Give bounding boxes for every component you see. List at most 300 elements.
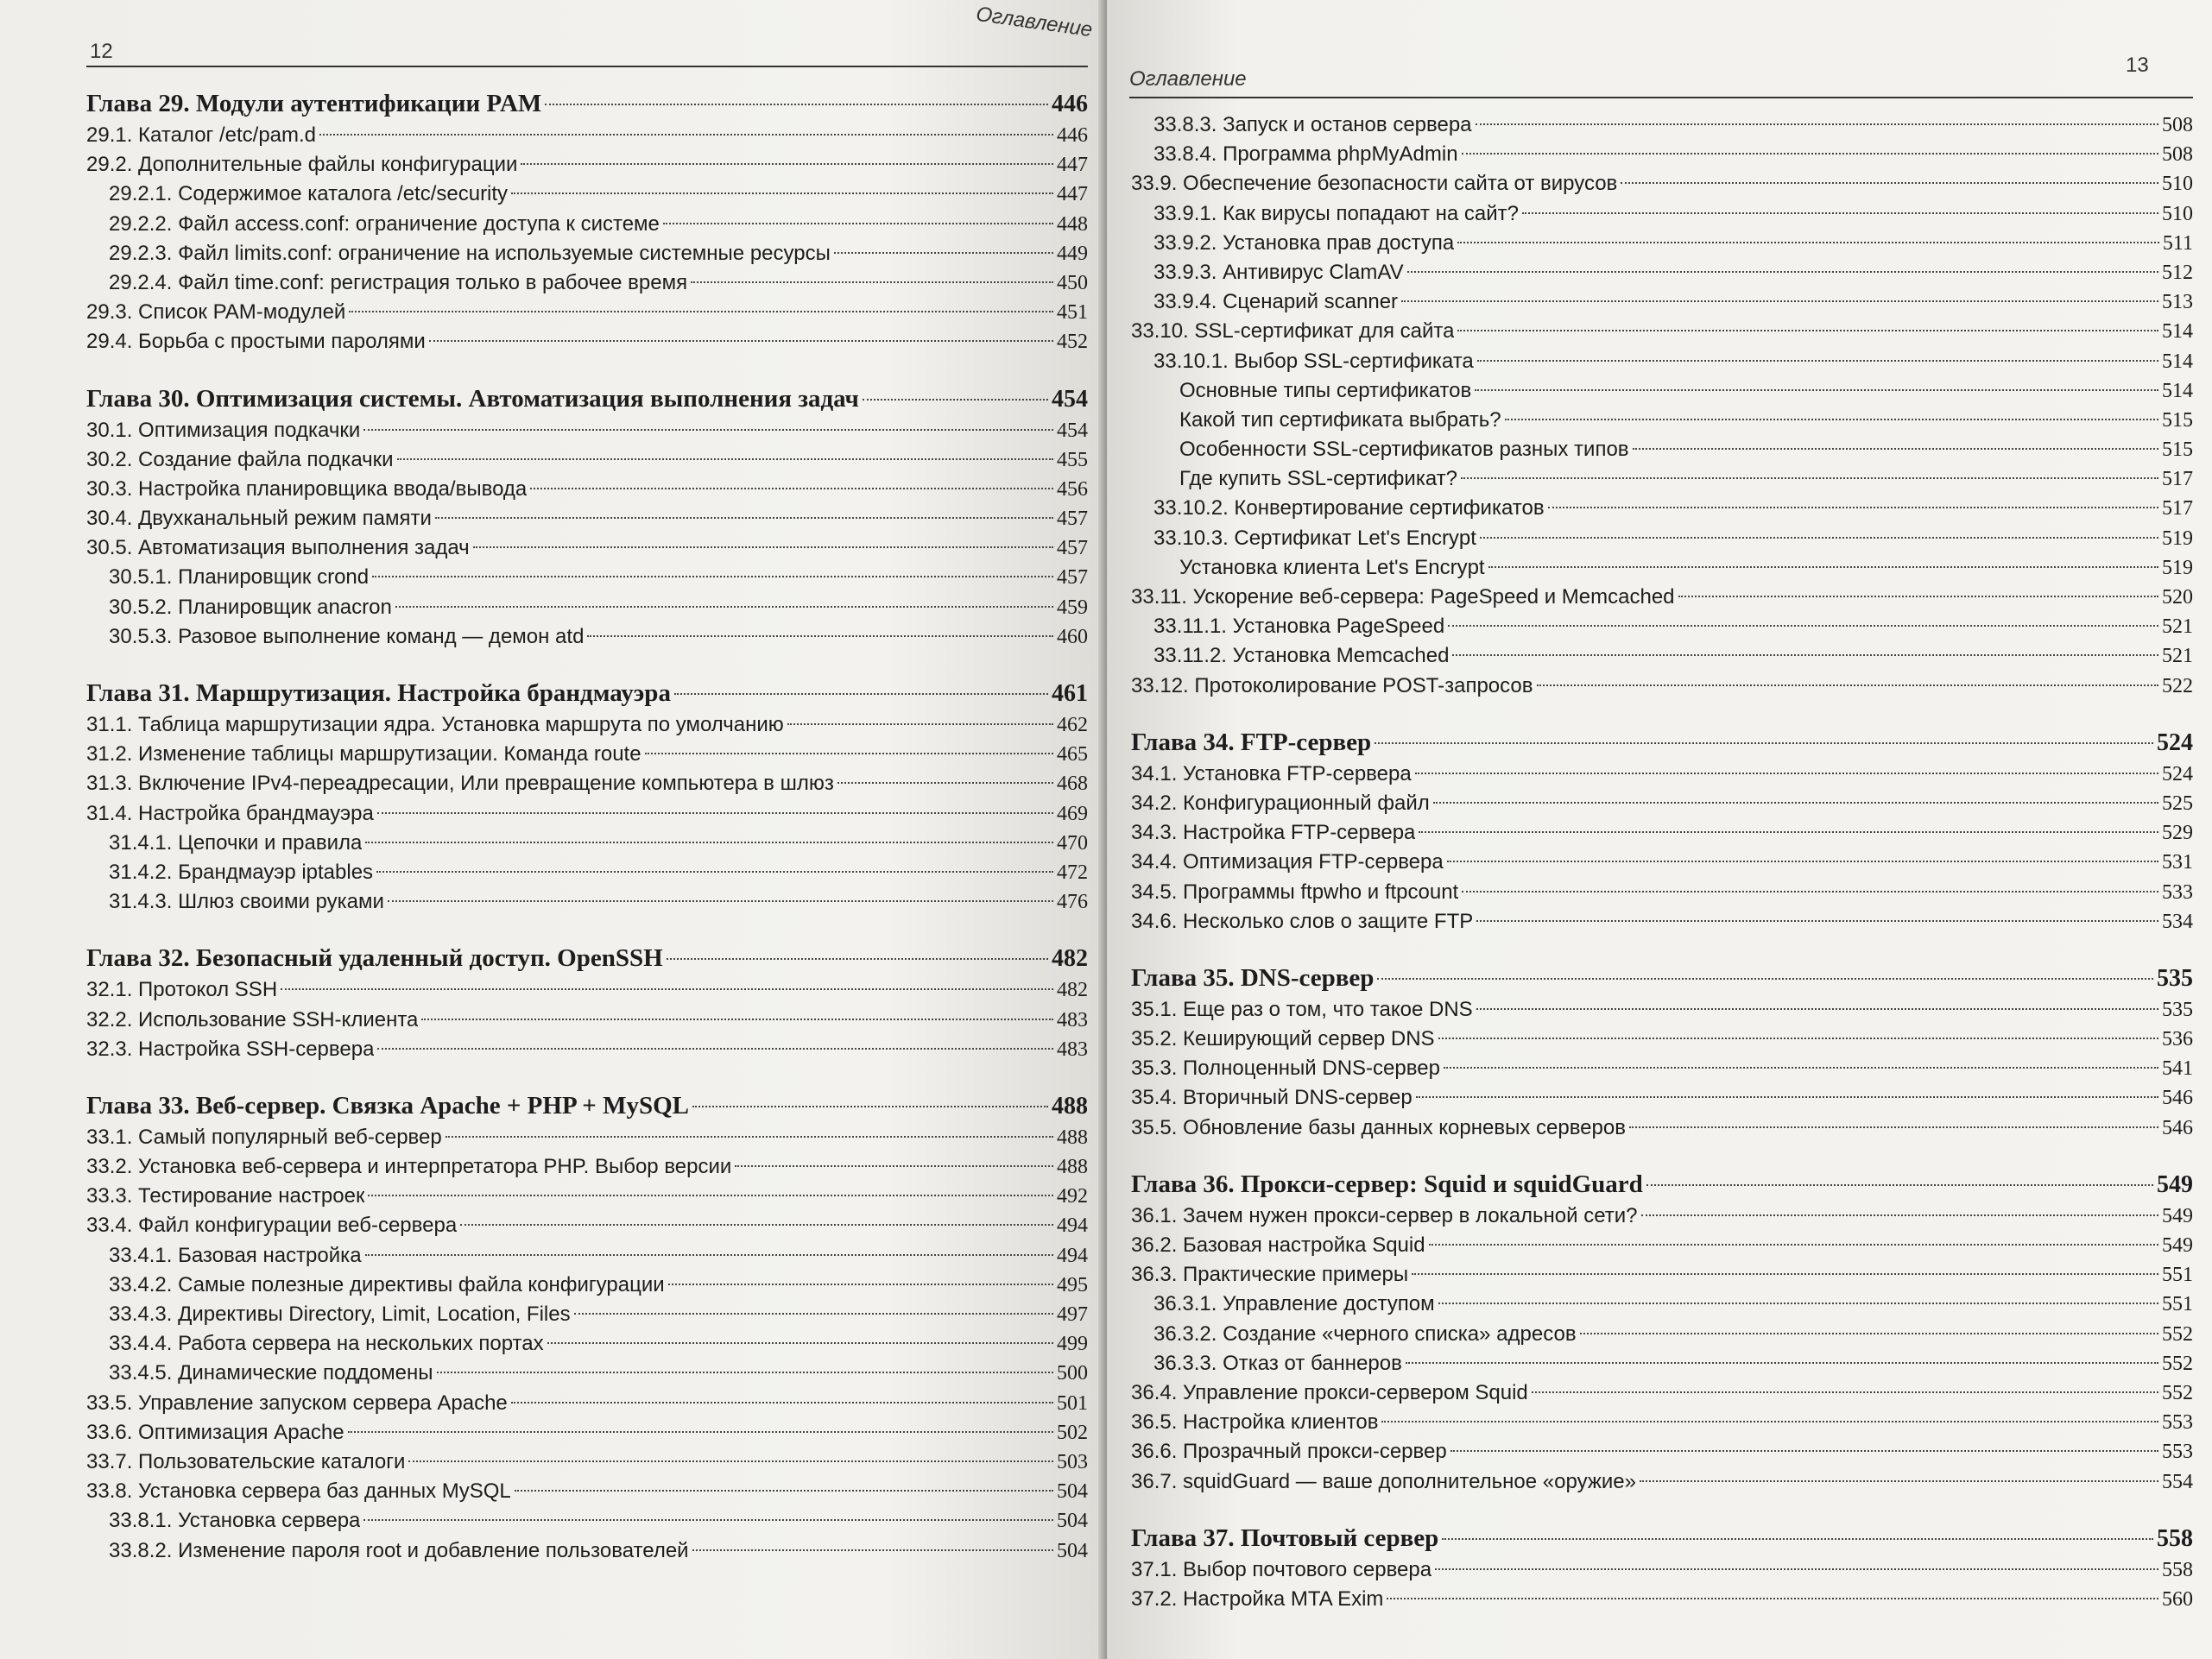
- toc-entry-page: 508: [2162, 143, 2193, 167]
- toc-entry-page: 459: [1057, 596, 1088, 619]
- toc-entry-page: 549: [2162, 1234, 2193, 1257]
- dot-leader: [368, 1195, 1053, 1196]
- dot-leader: [1429, 1244, 2158, 1246]
- toc-entry-page: 500: [1057, 1362, 1088, 1385]
- toc-entry: [1131, 1054, 2193, 1083]
- toc-entry-title: 34.1. Установка FTP-сервера: [1131, 761, 1412, 785]
- toc-entry-title: 33.9. Обеспечение безопасности сайта от вирусов: [1131, 172, 1618, 196]
- toc-entry-page: 450: [1057, 271, 1088, 294]
- toc-entry-page: 553: [2162, 1411, 2193, 1435]
- toc-chapter: [86, 941, 1088, 975]
- dot-leader: [1452, 654, 2158, 656]
- toc-entry: [1131, 1083, 2193, 1113]
- toc-entry-page: 514: [2162, 379, 2193, 402]
- toc-entry: [1131, 376, 2193, 406]
- dot-leader: [837, 782, 1053, 784]
- toc-entry-page: 546: [2162, 1087, 2193, 1110]
- dot-leader: [1416, 1096, 2158, 1098]
- dot-leader: [787, 723, 1053, 725]
- dot-leader: [1633, 448, 2158, 450]
- toc-entry-title: 33.7. Пользовательские каталоги: [86, 1449, 406, 1473]
- toc-entry-title: 33.3. Тестирование настроек: [86, 1184, 365, 1208]
- toc-entry-page: 454: [1057, 419, 1088, 442]
- toc-entry-title: 34.5. Программы ftpwho и ftpcount: [1131, 880, 1459, 904]
- dot-leader: [460, 1224, 1053, 1226]
- toc-entry-title: Особенности SSL-сертификатов разных типов: [1179, 438, 1629, 462]
- toc-entry-page: 558: [2157, 1524, 2193, 1552]
- toc-entry-page: 510: [2162, 173, 2193, 196]
- toc-entry-page: 494: [1057, 1244, 1088, 1267]
- toc-entry: [86, 239, 1088, 268]
- toc-entry-page: 447: [1057, 154, 1088, 177]
- toc-entry-page: 455: [1057, 448, 1088, 471]
- dot-leader: [530, 488, 1053, 489]
- toc-entry-title: 33.4.2. Самые полезные директивы файла конфигурации: [109, 1272, 665, 1296]
- dot-leader: [1415, 773, 2158, 774]
- dot-leader: [1537, 684, 2158, 686]
- toc-entry-title: 36.3.2. Создание «черного списка» адресов: [1153, 1322, 1577, 1346]
- toc-entry-title: 29.4. Борьба с простыми паролями: [86, 330, 426, 354]
- dot-leader: [1505, 419, 2158, 420]
- dot-leader: [429, 340, 1053, 342]
- toc-entry-page: 553: [2162, 1441, 2193, 1464]
- toc-entry-title: 30.4. Двухканальный режим памяти: [86, 507, 432, 531]
- toc-entry-page: 522: [2162, 674, 2193, 697]
- dot-leader: [408, 1460, 1053, 1462]
- toc-entry: [1131, 995, 2193, 1025]
- toc-entry-page: 517: [2162, 497, 2193, 520]
- toc-entry-page: 483: [1057, 1038, 1088, 1061]
- toc-entry-page: 558: [2162, 1558, 2193, 1581]
- toc-entry-title: 35.3. Полноценный DNS-сервер: [1131, 1057, 1440, 1081]
- dot-leader: [319, 134, 1053, 136]
- toc-entry: [1131, 1378, 2193, 1408]
- dot-leader: [1621, 182, 2158, 184]
- dot-leader: [1457, 330, 2158, 331]
- toc-entry-title: 34.6. Несколько слов о защите FTP: [1131, 909, 1474, 933]
- toc-entry-page: 520: [2162, 586, 2193, 609]
- toc-entry-page: 457: [1057, 537, 1088, 560]
- toc-entry-page: 488: [1057, 1156, 1088, 1179]
- toc-entry: [86, 1123, 1088, 1152]
- toc-entry-title: Основные типы сертификатов: [1179, 378, 1472, 402]
- toc-entry-title: 33.8.2. Изменение пароля root и добавление пользователей: [109, 1538, 689, 1562]
- toc-entry-title: 33.8.1. Установка сервера: [109, 1509, 361, 1533]
- toc-entry: [86, 1182, 1088, 1211]
- toc-entry-title: 33.8. Установка сервера баз данных MySQL: [86, 1479, 511, 1504]
- dot-leader: [363, 429, 1053, 431]
- dot-leader: [421, 1019, 1053, 1020]
- dot-leader: [1641, 1214, 2158, 1216]
- toc-entry-title: 33.2. Установка веб-сервера и интерпретатора PHP. Выбор версии: [86, 1155, 732, 1179]
- toc-entry-title: 37.2. Настройка MTA Exim: [1131, 1586, 1384, 1611]
- toc-entry-title: 33.6. Оптимизация Apache: [86, 1420, 344, 1444]
- toc-entry-title: Глава 34. FTP-сервер: [1131, 728, 1372, 756]
- dot-leader: [663, 223, 1053, 224]
- toc-entry-page: 515: [2162, 408, 2193, 432]
- toc-entry-page: 446: [1057, 124, 1088, 147]
- toc-entry: [1131, 317, 2193, 346]
- toc-entry-page: 549: [2162, 1204, 2193, 1227]
- toc-entry: [1131, 464, 2193, 494]
- dot-leader: [511, 1402, 1053, 1404]
- toc-entry: [1131, 583, 2193, 612]
- toc-entry: [86, 740, 1088, 769]
- toc-entry-page: 512: [2162, 261, 2193, 284]
- toc-entry-page: 470: [1057, 831, 1088, 855]
- toc-entry-page: 502: [1057, 1421, 1088, 1444]
- dot-leader: [1435, 1568, 2158, 1570]
- toc-entry: [1131, 789, 2193, 818]
- dot-leader: [363, 1519, 1053, 1521]
- toc-entry-title: 35.5. Обновление базы данных корневых серверов: [1131, 1115, 1626, 1139]
- toc-entry-page: 503: [1057, 1450, 1088, 1473]
- toc-entry-page: 465: [1057, 743, 1088, 766]
- dot-leader: [587, 635, 1053, 637]
- toc-entry-page: 499: [1057, 1333, 1088, 1356]
- toc-entry: [1131, 347, 2193, 376]
- toc-entry-title: 29.2.4. Файл time.conf: регистрация только в рабочее время: [109, 270, 688, 294]
- toc-entry-title: 32.2. Использование SSH-клиента: [86, 1007, 419, 1031]
- toc-entry-page: 452: [1057, 331, 1088, 354]
- toc-entry-title: 35.1. Еще раз о том, что такое DNS: [1131, 997, 1473, 1021]
- toc-entry-page: 488: [1057, 1126, 1088, 1149]
- toc-chapter: [86, 86, 1088, 121]
- toc-entry-page: 524: [2162, 762, 2193, 785]
- toc-entry-title: 31.4. Настройка брандмауэра: [86, 801, 374, 825]
- toc-entry: [86, 1448, 1088, 1477]
- toc-entry-title: 34.2. Конфигурационный файл: [1131, 791, 1430, 815]
- dot-leader: [1532, 1391, 2158, 1393]
- dot-leader: [1475, 389, 2158, 391]
- dot-leader: [692, 1106, 1048, 1107]
- dot-leader: [1412, 1273, 2158, 1275]
- toc-entry-title: 29.1. Каталог /etc/pam.d: [86, 123, 317, 147]
- toc-entry-page: 504: [1057, 1510, 1088, 1533]
- toc-entry-page: 552: [2162, 1381, 2193, 1404]
- dot-leader: [1476, 920, 2158, 922]
- toc-entry: [1131, 1585, 2193, 1614]
- toc-entry-page: 524: [2157, 729, 2193, 756]
- toc-entry-title: 30.5.3. Разовое выполнение команд — демон atd: [109, 624, 585, 648]
- dot-leader: [1580, 1333, 2158, 1334]
- toc-entry-page: 513: [2162, 291, 2193, 314]
- toc-list: [1131, 110, 2193, 1614]
- toc-entry-title: 30.5. Автоматизация выполнения задач: [86, 536, 470, 560]
- toc-entry: [86, 829, 1088, 858]
- dot-leader: [1444, 1067, 2158, 1069]
- toc-entry: [86, 1006, 1088, 1035]
- toc-entry-title: 29.2. Дополнительные файлы конфигурации: [86, 153, 518, 177]
- toc-entry-page: 446: [1052, 91, 1088, 117]
- toc-entry-title: 31.1. Таблица маршрутизации ядра. Установка маршрута по умолчанию: [86, 713, 784, 736]
- toc-entry-page: 504: [1057, 1539, 1088, 1562]
- toc-entry-page: 472: [1057, 861, 1088, 884]
- toc-entry-title: 33.9.4. Сценарий scanner: [1153, 290, 1399, 314]
- toc-entry-page: 552: [2162, 1352, 2193, 1375]
- dot-leader: [1381, 1421, 2158, 1422]
- toc-entry-page: 483: [1057, 1008, 1088, 1031]
- dot-leader: [1448, 625, 2158, 627]
- dot-leader: [281, 988, 1053, 990]
- toc-entry-title: 33.8.4. Программа phpMyAdmin: [1153, 142, 1458, 167]
- dot-leader: [674, 693, 1048, 695]
- toc-entry: [86, 563, 1088, 592]
- toc-entry-title: 29.3. Список PAM-модулей: [86, 300, 346, 325]
- toc-chapter: [86, 676, 1088, 710]
- toc-entry-title: Глава 31. Маршрутизация. Настройка брандмауэра: [86, 679, 671, 707]
- toc-entry: [86, 475, 1088, 504]
- toc-entry: [86, 1418, 1088, 1448]
- toc-entry-page: 534: [2162, 910, 2193, 933]
- toc-entry-title: 30.5.1. Планировщик crond: [109, 565, 370, 590]
- toc-entry: [1131, 110, 2193, 140]
- dot-leader: [1462, 153, 2158, 155]
- dot-leader: [1477, 360, 2158, 362]
- dot-leader: [372, 576, 1053, 577]
- toc-entry-page: 521: [2162, 645, 2193, 668]
- toc-entry-title: 36.4. Управление прокси-сервером Squid: [1131, 1380, 1528, 1404]
- dot-leader: [1476, 1008, 2158, 1010]
- toc-entry: [86, 1241, 1088, 1271]
- toc-entry-title: Глава 37. Почтовый сервер: [1131, 1523, 1439, 1552]
- toc-entry: [86, 504, 1088, 533]
- toc-entry-page: 514: [2162, 350, 2193, 373]
- toc-entry-title: 33.11.1. Установка PageSpeed: [1153, 615, 1445, 639]
- toc-entry-title: 30.1. Оптимизация подкачки: [86, 418, 361, 442]
- toc-entry-page: 482: [1052, 945, 1088, 973]
- dot-leader: [377, 1048, 1053, 1050]
- dot-leader: [511, 192, 1053, 194]
- toc-entry-page: 508: [2162, 114, 2193, 136]
- toc-entry-title: 33.10.3. Сертификат Let's Encrypt: [1153, 526, 1476, 550]
- toc-entry-page: 535: [2157, 964, 2193, 992]
- dot-leader: [834, 252, 1053, 254]
- toc-entry-title: 33.4.5. Динамические поддомены: [109, 1361, 433, 1385]
- toc-entry: [1131, 287, 2193, 317]
- running-head: Оглавление: [974, 2, 1094, 42]
- toc-entry-title: Глава 36. Прокси-сервер: Squid и squidGuard: [1131, 1170, 1643, 1198]
- toc-entry-title: 36.5. Настройка клиентов: [1131, 1410, 1379, 1435]
- dot-leader: [1375, 742, 2153, 744]
- toc-entry: [1131, 406, 2193, 435]
- left-page: [0, 0, 1105, 1659]
- dot-leader: [1457, 242, 2159, 243]
- dot-leader: [437, 1372, 1053, 1373]
- toc-entry-page: 519: [2162, 527, 2193, 550]
- dot-leader: [645, 753, 1053, 754]
- dot-leader: [1678, 596, 2158, 597]
- dot-leader: [574, 1313, 1053, 1315]
- toc-entry-page: 533: [2162, 880, 2193, 904]
- toc-entry-page: 460: [1057, 625, 1088, 648]
- toc-entry-page: 451: [1057, 301, 1088, 325]
- toc-entry: [1131, 1320, 2193, 1349]
- dot-leader: [1377, 978, 2153, 980]
- dot-leader: [365, 1254, 1053, 1256]
- toc-entry-page: 510: [2162, 202, 2193, 225]
- toc-entry-title: 36.7. squidGuard — ваше дополнительное «оружие»: [1131, 1469, 1636, 1493]
- toc-entry-title: 31.2. Изменение таблицы маршрутизации. Команда route: [86, 742, 641, 766]
- toc-entry: [1131, 1467, 2193, 1497]
- toc-entry-title: 29.2.3. Файл limits.conf: ограничение на используемые системные ресурсы: [109, 241, 831, 265]
- toc-entry: [1131, 878, 2193, 907]
- toc-chapter: [1131, 725, 2193, 760]
- toc-entry-page: 551: [2162, 1264, 2193, 1287]
- toc-entry-title: 36.6. Прозрачный прокси-сервер: [1131, 1440, 1447, 1464]
- dot-leader: [435, 517, 1053, 519]
- toc-entry: [86, 298, 1088, 327]
- toc-entry-page: 457: [1057, 566, 1088, 590]
- toc-entry: [86, 1035, 1088, 1064]
- toc-entry-title: 33.8.3. Запуск и останов сервера: [1153, 113, 1472, 136]
- toc-entry: [86, 1506, 1088, 1536]
- toc-entry: [86, 1152, 1088, 1182]
- toc-chapter: [86, 1088, 1088, 1123]
- toc-entry-page: 536: [2162, 1028, 2193, 1051]
- toc-entry-title: Установка клиента Let's Encrypt: [1179, 555, 1485, 579]
- dot-leader: [1629, 1126, 2158, 1128]
- toc-entry: [86, 150, 1088, 180]
- toc-entry: [1131, 1260, 2193, 1290]
- dot-leader: [863, 399, 1048, 401]
- toc-entry-title: 31.4.3. Шлюз своими руками: [109, 890, 384, 914]
- toc-entry-title: Глава 29. Модули аутентификации PAM: [86, 90, 542, 117]
- header-rule: [1129, 97, 2193, 98]
- toc-entry-title: 37.1. Выбор почтового сервера: [1131, 1557, 1432, 1581]
- toc-entry-title: 32.1. Протокол SSH: [86, 978, 278, 1002]
- toc-entry-title: 36.1. Зачем нужен прокси-сервер в локальной сети?: [1131, 1203, 1638, 1227]
- toc-entry-title: 33.1. Самый популярный веб-сервер: [86, 1125, 442, 1149]
- dot-leader: [1522, 212, 2158, 214]
- toc-entry-page: 492: [1057, 1185, 1088, 1208]
- toc-entry: [1131, 848, 2193, 877]
- toc-entry-title: 30.2. Создание файла подкачки: [86, 447, 394, 471]
- toc-entry: [1131, 1025, 2193, 1054]
- dot-leader: [397, 458, 1053, 460]
- dot-leader: [376, 871, 1053, 873]
- dot-leader: [521, 163, 1053, 165]
- toc-entry-title: Глава 35. DNS-сервер: [1131, 963, 1375, 992]
- toc-entry: [86, 268, 1088, 298]
- toc-entry: [86, 416, 1088, 445]
- toc-entry-page: 457: [1057, 508, 1088, 531]
- toc-entry: [86, 1329, 1088, 1359]
- toc-entry-title: Глава 30. Оптимизация системы. Автоматизация выполнения задач: [86, 384, 859, 413]
- dot-leader: [1438, 1303, 2158, 1304]
- toc-entry-page: 501: [1057, 1391, 1088, 1415]
- dot-leader: [667, 958, 1048, 960]
- toc-entry-title: 34.3. Настройка FTP-сервера: [1131, 821, 1416, 845]
- toc-entry: [86, 210, 1088, 239]
- dot-leader: [1387, 1598, 2158, 1599]
- dot-leader: [1447, 861, 2158, 862]
- toc-entry: [1131, 1349, 2193, 1378]
- toc-chapter: [1131, 1167, 2193, 1202]
- toc-entry: [86, 1477, 1088, 1506]
- toc-entry: [1131, 641, 2193, 671]
- dot-leader: [1646, 1184, 2153, 1186]
- toc-entry-page: 531: [2162, 851, 2193, 874]
- toc-entry-title: 36.3.3. Отказ от баннеров: [1153, 1351, 1402, 1375]
- toc-entry-page: 495: [1057, 1273, 1088, 1296]
- toc-entry: [1131, 553, 2193, 583]
- toc-chapter: [1131, 961, 2193, 995]
- toc-entry-title: 33.5. Управление запуском сервера Apache: [86, 1391, 508, 1415]
- toc-entry-title: 33.10.1. Выбор SSL-сертификата: [1153, 349, 1474, 373]
- toc-entry: [86, 710, 1088, 740]
- toc-entry-title: 33.10. SSL-сертификат для сайта: [1131, 319, 1455, 344]
- toc-entry: [86, 1300, 1088, 1329]
- dot-leader: [1442, 1538, 2153, 1540]
- toc-entry: [86, 533, 1088, 563]
- toc-entry-page: 541: [2162, 1057, 2193, 1081]
- toc-entry-page: 521: [2162, 615, 2193, 639]
- toc-entry-page: 504: [1057, 1480, 1088, 1504]
- toc-entry-title: 33.4. Файл конфигурации веб-сервера: [86, 1214, 458, 1238]
- toc-entry: [1131, 1202, 2193, 1231]
- toc-entry-title: 31.3. Включение IPv4-переадресации, Или превращение компьютера в шлюз: [86, 772, 834, 796]
- toc-entry: [1131, 672, 2193, 701]
- toc-entry-title: 33.11.2. Установка Memcached: [1153, 644, 1450, 668]
- dot-leader: [668, 1284, 1053, 1285]
- toc-entry: [1131, 229, 2193, 258]
- header-rule: [86, 66, 1088, 67]
- toc-entry-title: 31.4.1. Цепочки и правила: [109, 830, 363, 855]
- toc-entry-page: 554: [2162, 1470, 2193, 1493]
- toc-entry-page: 461: [1052, 680, 1088, 707]
- toc-entry: [86, 1536, 1088, 1566]
- dot-leader: [1433, 802, 2158, 804]
- dot-leader: [377, 812, 1053, 814]
- dot-leader: [365, 842, 1053, 843]
- toc-entry-title: 33.12. Протоколирование POST-запросов: [1131, 673, 1533, 697]
- toc-entry-title: 35.2. Кеширующий сервер DNS: [1131, 1027, 1435, 1051]
- toc-entry-title: 33.9.1. Как вирусы попадают на сайт?: [1153, 201, 1519, 225]
- dot-leader: [1640, 1480, 2158, 1482]
- toc-entry-title: Глава 32. Безопасный удаленный доступ. OpenSSH: [86, 944, 663, 973]
- toc-entry-page: 449: [1057, 242, 1088, 265]
- toc-entry: [86, 327, 1088, 356]
- toc-entry: [86, 593, 1088, 622]
- toc-entry: [86, 1211, 1088, 1240]
- toc-entry-title: 31.4.2. Брандмауэр iptables: [109, 860, 374, 884]
- toc-entry: [86, 858, 1088, 887]
- toc-entry: [1131, 1231, 2193, 1260]
- dot-leader: [349, 311, 1053, 312]
- toc-entry-page: 497: [1057, 1303, 1088, 1326]
- dot-leader: [545, 104, 1048, 105]
- toc-entry: [1131, 612, 2193, 641]
- toc-entry: [86, 1359, 1088, 1388]
- dot-leader: [348, 1431, 1053, 1433]
- toc-entry: [1131, 524, 2193, 553]
- dot-leader: [735, 1165, 1053, 1167]
- toc-entry-page: 494: [1057, 1214, 1088, 1238]
- toc-entry: [1131, 1113, 2193, 1143]
- toc-entry-page: 447: [1057, 183, 1088, 206]
- toc-entry-page: 476: [1057, 891, 1088, 914]
- toc-entry-title: 36.3.1. Управление доступом: [1153, 1292, 1435, 1316]
- toc-entry-page: 515: [2162, 438, 2193, 462]
- toc-entry-page: 514: [2162, 320, 2193, 344]
- dot-leader: [1461, 477, 2158, 479]
- toc-entry-title: 33.9.2. Установка прав доступа: [1153, 230, 1455, 255]
- toc-entry-page: 488: [1052, 1092, 1088, 1120]
- toc-entry: [1131, 1290, 2193, 1319]
- dot-leader: [473, 546, 1053, 548]
- toc-entry-title: Какой тип сертификата выбрать?: [1179, 407, 1501, 432]
